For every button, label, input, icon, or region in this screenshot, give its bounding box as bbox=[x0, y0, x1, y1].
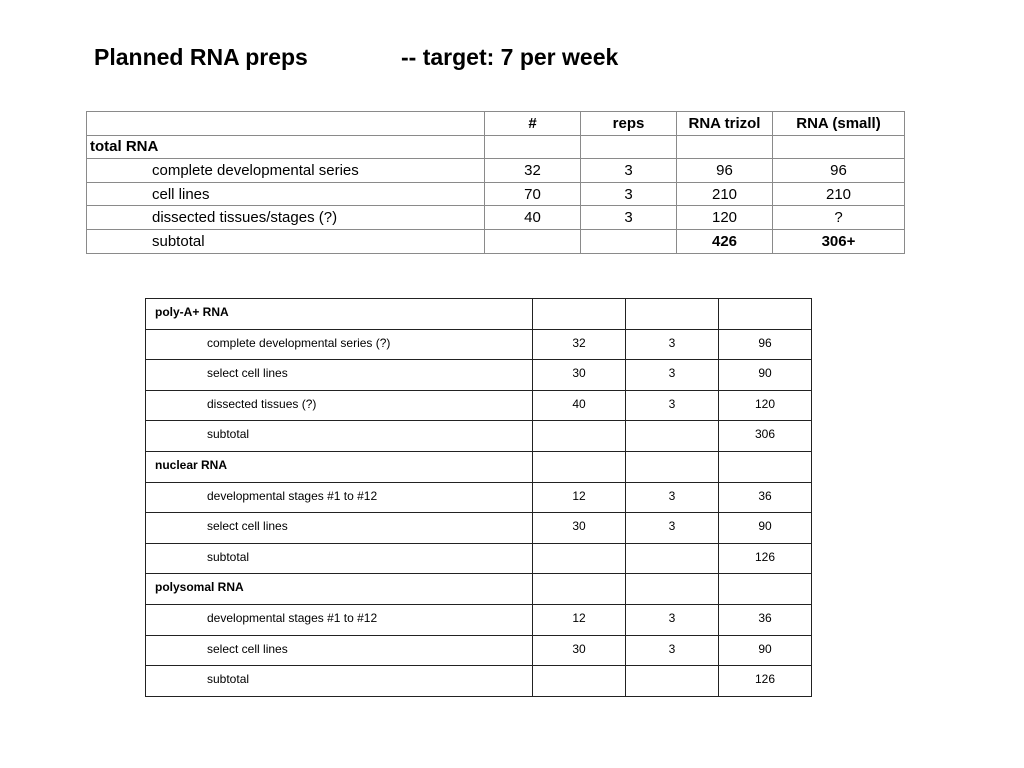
row-label: subtotal bbox=[87, 229, 485, 253]
table-cell bbox=[626, 574, 719, 605]
row-rna-trizol: 96 bbox=[677, 159, 773, 183]
column-header-rna-small: RNA (small) bbox=[773, 112, 905, 136]
row-label: dissected tissues (?) bbox=[146, 390, 533, 421]
row-rna-trizol: 210 bbox=[677, 182, 773, 206]
table-cell bbox=[533, 574, 626, 605]
row-total: 126 bbox=[719, 666, 812, 697]
row-count bbox=[485, 229, 581, 253]
table-row bbox=[146, 482, 812, 513]
row-reps: 3 bbox=[626, 329, 719, 360]
table-row bbox=[146, 513, 812, 544]
row-total: 36 bbox=[719, 604, 812, 635]
row-reps: 3 bbox=[581, 159, 677, 183]
column-header-count: # bbox=[485, 112, 581, 136]
table-header-row bbox=[87, 112, 905, 136]
section-label: poly-A+ RNA bbox=[146, 299, 533, 330]
row-count: 40 bbox=[533, 390, 626, 421]
row-rna-small: 306+ bbox=[773, 229, 905, 253]
row-label: subtotal bbox=[146, 543, 533, 574]
subtotal-row bbox=[87, 229, 905, 253]
table-cell bbox=[581, 135, 677, 159]
column-header-reps: reps bbox=[581, 112, 677, 136]
row-label: developmental stages #1 to #12 bbox=[146, 604, 533, 635]
row-reps bbox=[581, 229, 677, 253]
row-total: 126 bbox=[719, 543, 812, 574]
row-count bbox=[533, 543, 626, 574]
row-count: 30 bbox=[533, 513, 626, 544]
row-reps: 3 bbox=[626, 604, 719, 635]
row-total: 96 bbox=[719, 329, 812, 360]
table-row bbox=[146, 604, 812, 635]
row-count: 32 bbox=[533, 329, 626, 360]
row-total: 90 bbox=[719, 513, 812, 544]
page-title-target: -- target: 7 per week bbox=[401, 44, 619, 70]
row-reps: 3 bbox=[626, 360, 719, 391]
row-count: 12 bbox=[533, 604, 626, 635]
row-total: 306 bbox=[719, 421, 812, 452]
section-label: total RNA bbox=[87, 135, 485, 159]
rna-breakdown-table bbox=[145, 298, 812, 697]
page-title-main: Planned RNA preps bbox=[94, 44, 308, 70]
table-cell bbox=[719, 451, 812, 482]
subtotal-row bbox=[146, 543, 812, 574]
subtotal-row bbox=[146, 421, 812, 452]
row-reps: 3 bbox=[626, 635, 719, 666]
row-total: 90 bbox=[719, 360, 812, 391]
section-label: nuclear RNA bbox=[146, 451, 533, 482]
table-cell bbox=[533, 451, 626, 482]
section-row bbox=[87, 135, 905, 159]
section-row bbox=[146, 451, 812, 482]
row-reps bbox=[626, 666, 719, 697]
column-header-label bbox=[87, 112, 485, 136]
section-row bbox=[146, 574, 812, 605]
table-row bbox=[146, 390, 812, 421]
table-cell bbox=[773, 135, 905, 159]
row-label: cell lines bbox=[87, 182, 485, 206]
row-label: complete developmental series (?) bbox=[146, 329, 533, 360]
row-label: subtotal bbox=[146, 666, 533, 697]
table-cell bbox=[485, 135, 581, 159]
row-label: complete developmental series bbox=[87, 159, 485, 183]
row-count: 30 bbox=[533, 360, 626, 391]
table-cell bbox=[719, 574, 812, 605]
total-rna-table bbox=[86, 111, 905, 254]
row-reps bbox=[626, 543, 719, 574]
table-row bbox=[146, 635, 812, 666]
row-reps: 3 bbox=[626, 482, 719, 513]
row-label: dissected tissues/stages (?) bbox=[87, 206, 485, 230]
row-count: 12 bbox=[533, 482, 626, 513]
row-label: developmental stages #1 to #12 bbox=[146, 482, 533, 513]
row-count: 70 bbox=[485, 182, 581, 206]
row-reps: 3 bbox=[626, 513, 719, 544]
row-count bbox=[533, 421, 626, 452]
row-reps: 3 bbox=[581, 206, 677, 230]
section-row bbox=[146, 299, 812, 330]
row-count bbox=[533, 666, 626, 697]
row-count: 40 bbox=[485, 206, 581, 230]
row-label: select cell lines bbox=[146, 360, 533, 391]
row-rna-trizol: 426 bbox=[677, 229, 773, 253]
row-reps bbox=[626, 421, 719, 452]
row-label: select cell lines bbox=[146, 635, 533, 666]
table-row bbox=[87, 159, 905, 183]
section-label: polysomal RNA bbox=[146, 574, 533, 605]
table-row bbox=[87, 182, 905, 206]
table-cell bbox=[677, 135, 773, 159]
table-row bbox=[146, 360, 812, 391]
row-label: subtotal bbox=[146, 421, 533, 452]
row-rna-small: ? bbox=[773, 206, 905, 230]
row-rna-small: 96 bbox=[773, 159, 905, 183]
row-total: 90 bbox=[719, 635, 812, 666]
row-reps: 3 bbox=[581, 182, 677, 206]
row-rna-trizol: 120 bbox=[677, 206, 773, 230]
table-row bbox=[87, 206, 905, 230]
row-total: 120 bbox=[719, 390, 812, 421]
table-cell bbox=[626, 299, 719, 330]
row-label: select cell lines bbox=[146, 513, 533, 544]
subtotal-row bbox=[146, 666, 812, 697]
row-reps: 3 bbox=[626, 390, 719, 421]
table-cell bbox=[533, 299, 626, 330]
row-count: 30 bbox=[533, 635, 626, 666]
row-rna-small: 210 bbox=[773, 182, 905, 206]
table-cell bbox=[626, 451, 719, 482]
table-cell bbox=[719, 299, 812, 330]
row-total: 36 bbox=[719, 482, 812, 513]
row-count: 32 bbox=[485, 159, 581, 183]
table-row bbox=[146, 329, 812, 360]
column-header-rna-trizol: RNA trizol bbox=[677, 112, 773, 136]
